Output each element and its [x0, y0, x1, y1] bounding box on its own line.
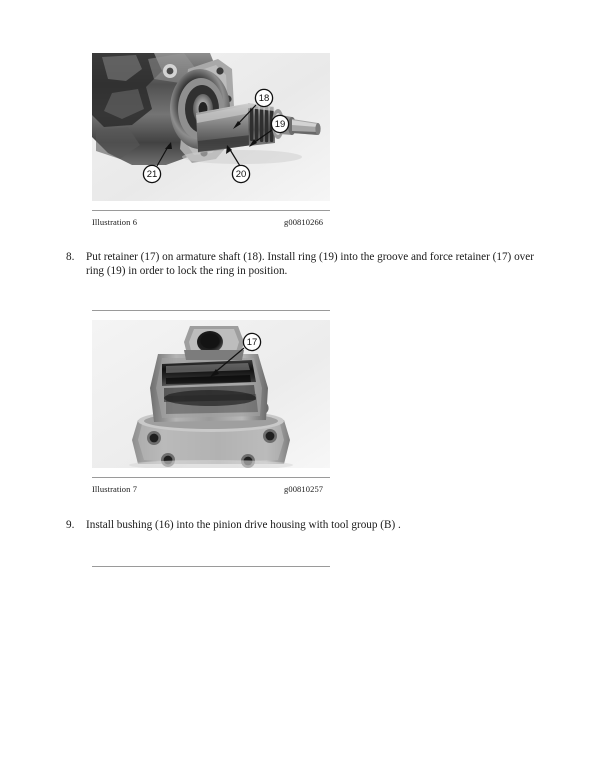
- illustration-7-caption-code: g00810257: [284, 484, 324, 494]
- svg-text:18: 18: [258, 92, 270, 104]
- illustration-7-photo: [92, 320, 330, 468]
- figure-illustration-6: [92, 53, 330, 227]
- step-9-number: 9.: [66, 519, 75, 531]
- step-8: [66, 250, 538, 279]
- step-9: [66, 518, 538, 532]
- figure-illustration-7: [92, 310, 330, 494]
- illustration-7-caption: [92, 484, 330, 494]
- illustration-6-caption-code: g00810266: [284, 217, 324, 227]
- illustration-6-caption: [92, 217, 330, 227]
- svg-text:17: 17: [246, 336, 258, 348]
- illustration-7-top-rule: [92, 310, 330, 311]
- svg-text:19: 19: [274, 118, 286, 130]
- step-8-number: 8.: [66, 251, 75, 263]
- illustration-7-rule: [92, 477, 330, 478]
- illustration-7-image: [92, 320, 330, 468]
- svg-text:21: 21: [146, 168, 158, 180]
- illustration-6-image: [92, 53, 330, 201]
- illustration-6-photo: [92, 53, 330, 201]
- illustration-6-caption-title: Illustration 6: [92, 217, 138, 227]
- step-8-text: Put retainer (17) on armature shaft (18). Install ring (19) into the groove and force retainer (17) over ring (19) in order to lock the ring in position.: [86, 251, 534, 278]
- svg-text:20: 20: [235, 168, 247, 180]
- illustration-6-rule: [92, 210, 330, 211]
- illustration-7-caption-title: Illustration 7: [92, 484, 138, 494]
- step-9-text: Install bushing (16) into the pinion drive housing with tool group (B) .: [86, 519, 401, 531]
- trailing-rule: [92, 566, 330, 567]
